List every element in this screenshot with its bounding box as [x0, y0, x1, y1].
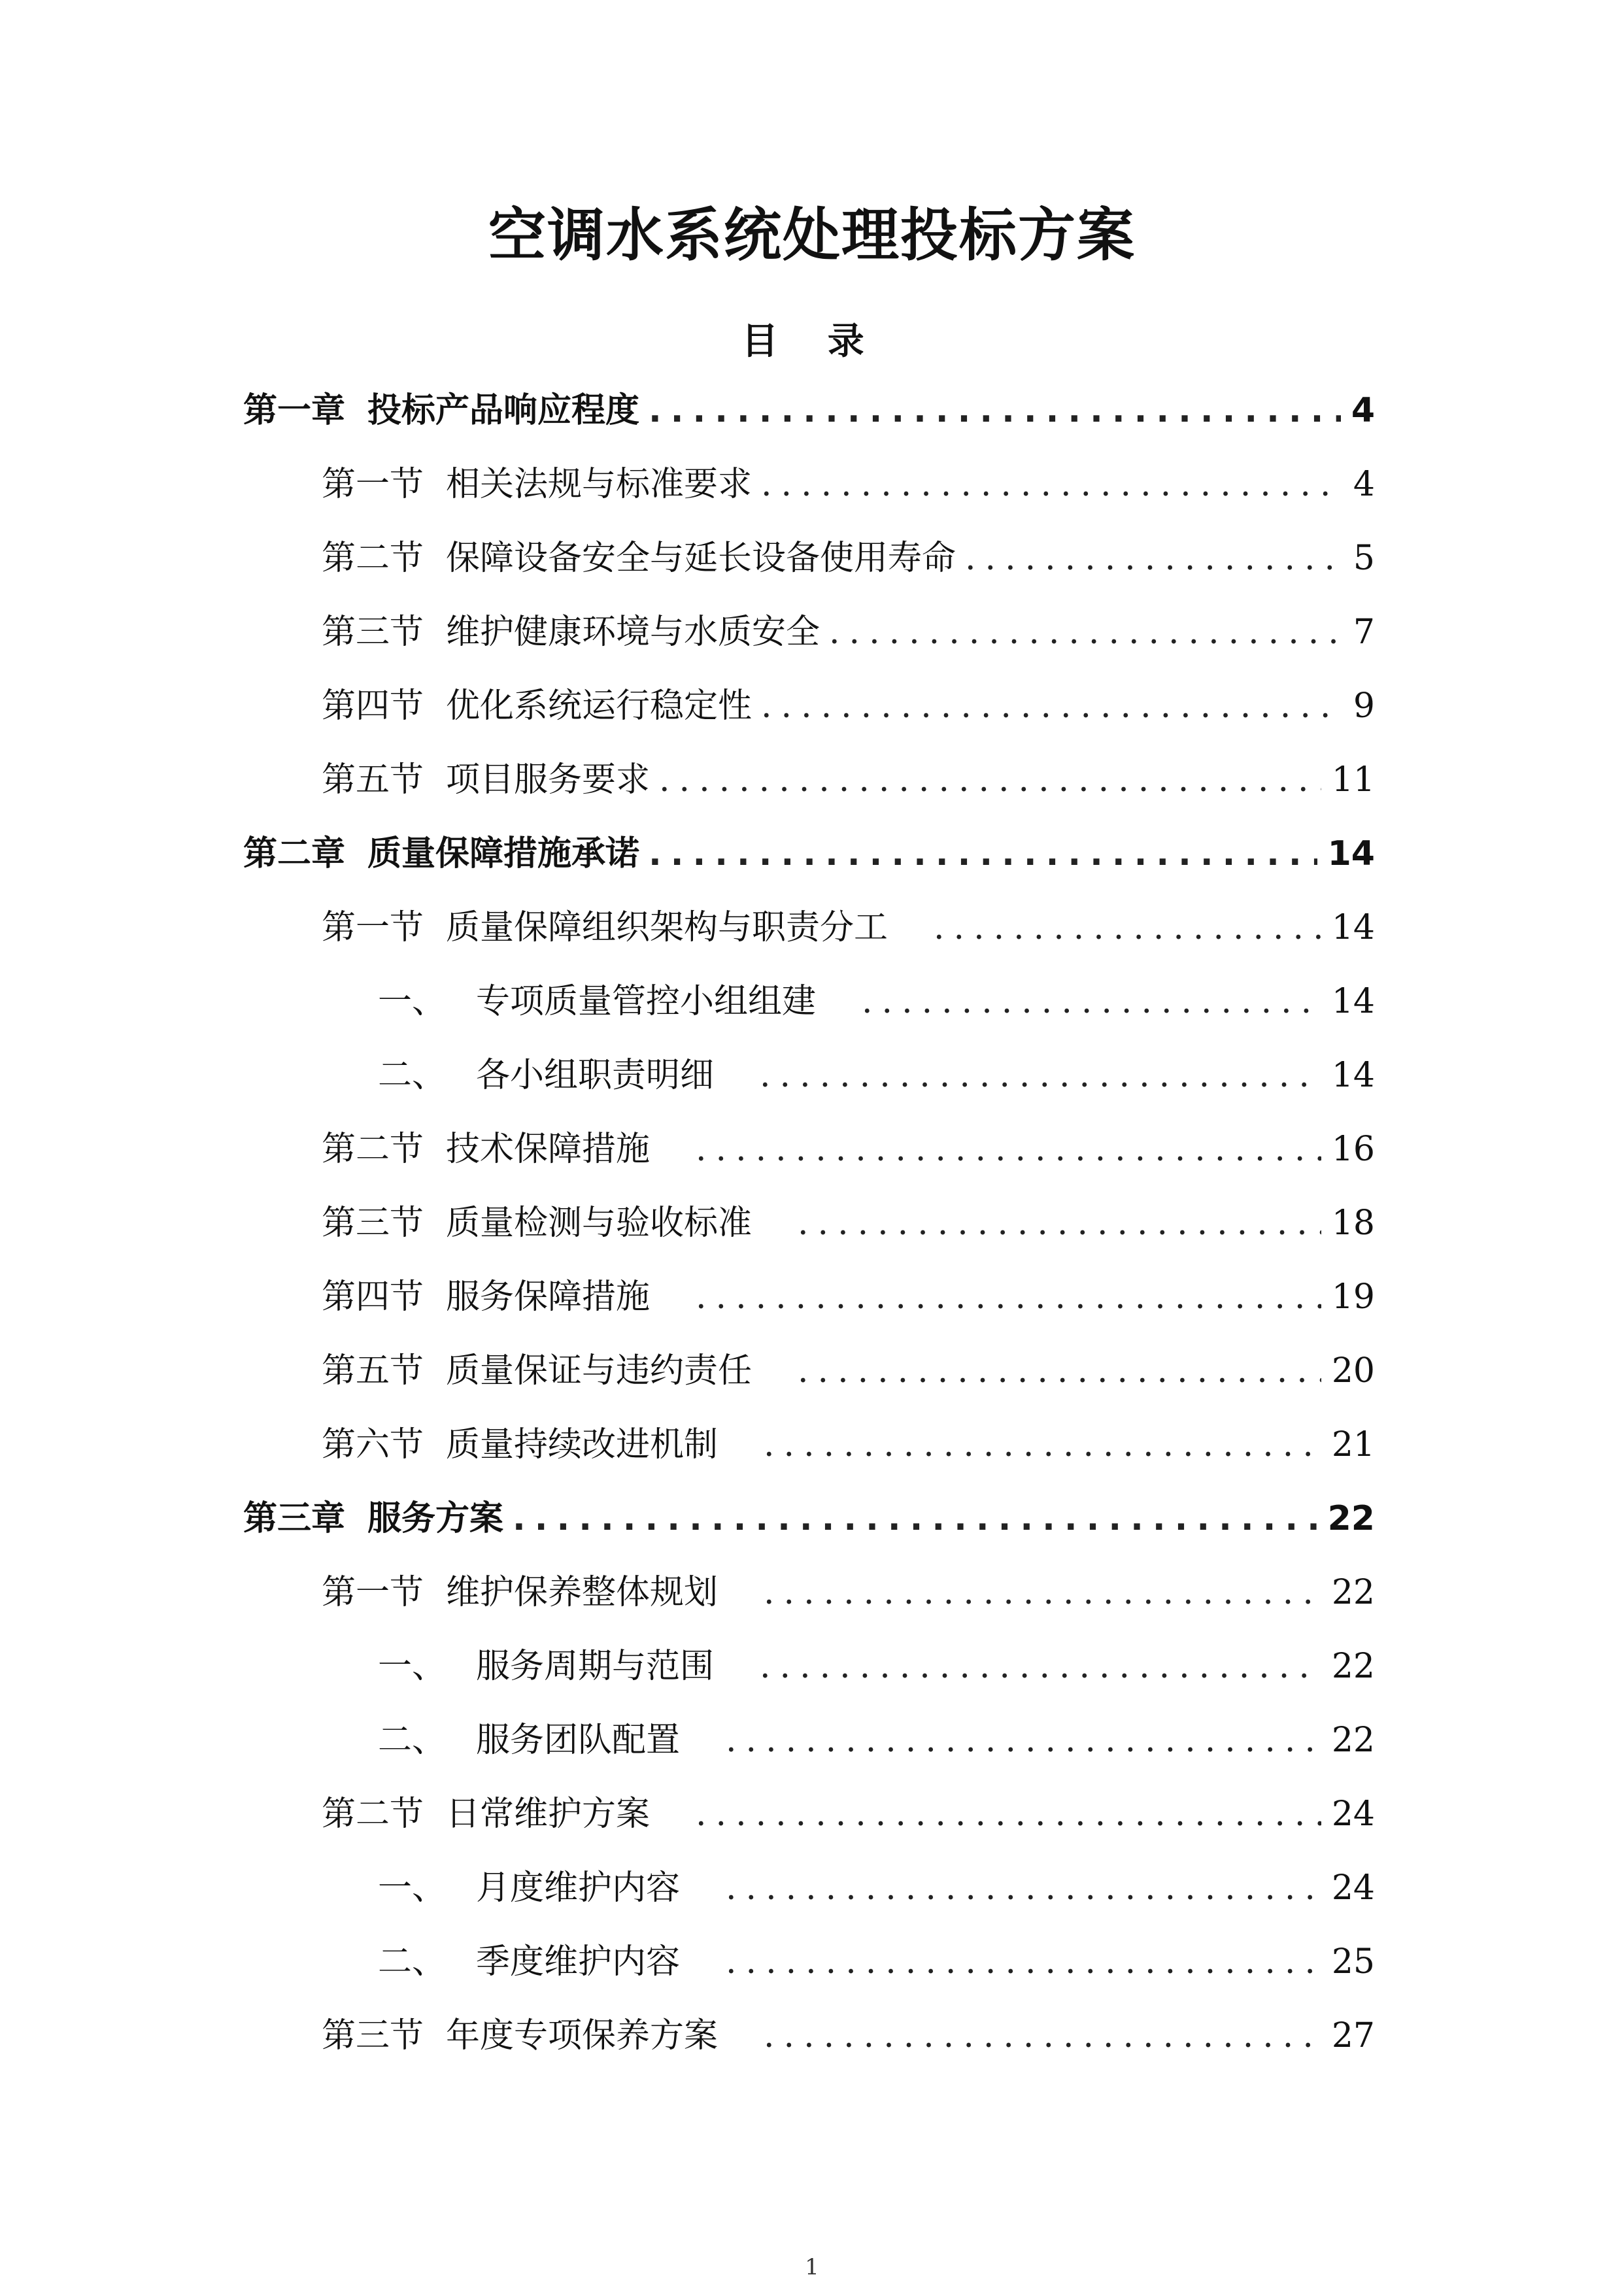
toc-page-number: 25 — [1331, 1942, 1375, 1982]
toc-entry-label: 第一节 相关法规与标准要求 — [322, 465, 753, 504]
toc-entry-section[interactable] — [322, 902, 1375, 954]
toc-entry-label: 一、 月度维护内容 — [378, 1868, 681, 1908]
toc-entry-subsection[interactable] — [378, 975, 1375, 1028]
toc-entry-chapter-1[interactable] — [243, 384, 1375, 437]
toc-page-number: 7 — [1353, 613, 1375, 652]
toc-entry-label: 第四节 优化系统运行稳定性 — [322, 686, 753, 726]
toc-entry-label: 一、 服务周期与范围 — [378, 1647, 715, 1686]
toc-entry-section[interactable] — [322, 754, 1375, 806]
toc-entry-section[interactable] — [322, 606, 1375, 658]
dot-leader — [726, 1714, 1321, 1766]
dot-leader — [965, 532, 1343, 584]
toc-entry-label: 一、 专项质量管控小组组建 — [378, 982, 817, 1021]
toc-entry-subsection[interactable] — [378, 1640, 1375, 1693]
toc-page-number: 24 — [1331, 1795, 1375, 1834]
toc-entry-label: 第二节 保障设备安全与延长设备使用寿命 — [322, 539, 956, 578]
page-number-footer: 1 — [805, 2254, 819, 2280]
toc-page-number: 4 — [1351, 391, 1375, 430]
toc-entry-label: 第二章 质量保障措施承诺 — [243, 834, 640, 873]
toc-entry-label: 第五节 质量保证与违约责任 — [322, 1351, 753, 1391]
toc-page-number: 24 — [1331, 1868, 1375, 1908]
toc-page-number: 9 — [1353, 686, 1375, 726]
toc-entry-section[interactable] — [322, 458, 1375, 511]
toc-entry-chapter-2[interactable] — [243, 828, 1375, 880]
toc-entry-label: 第三节 维护健康环境与水质安全 — [322, 613, 820, 652]
toc-page-number: 18 — [1331, 1204, 1375, 1243]
dot-leader — [798, 1197, 1321, 1249]
document-title: 空调水系统处理投标方案 — [488, 201, 1136, 269]
dot-leader — [726, 1936, 1321, 1988]
toc-entry-label: 第四节 服务保障措施 — [322, 1277, 651, 1317]
toc-entry-section[interactable] — [322, 1271, 1375, 1323]
toc-entry-section[interactable] — [322, 1123, 1375, 1175]
toc-entry-label: 第三节 质量检测与验收标准 — [322, 1204, 753, 1243]
toc-entry-section[interactable] — [322, 1566, 1375, 1619]
dot-leader — [829, 606, 1343, 658]
toc-entry-label: 二、 季度维护内容 — [378, 1942, 681, 1982]
dot-leader — [726, 1862, 1321, 1914]
toc-entry-label: 第六节 质量持续改进机制 — [322, 1425, 719, 1464]
toc-entry-label: 第三节 年度专项保养方案 — [322, 2016, 719, 2055]
toc-page-number: 22 — [1331, 1721, 1375, 1760]
toc-entry-subsection[interactable] — [378, 1049, 1375, 1102]
toc-entry-label: 二、 服务团队配置 — [378, 1721, 681, 1760]
toc-entry-label: 第二节 日常维护方案 — [322, 1795, 651, 1834]
toc-page-number: 27 — [1331, 2016, 1375, 2055]
toc-entry-section[interactable] — [322, 1197, 1375, 1249]
dot-leader — [761, 680, 1343, 732]
toc-page-number: 22 — [1331, 1647, 1375, 1686]
toc-page-number: 14 — [1327, 834, 1375, 873]
toc-entry-label: 第二节 技术保障措施 — [322, 1130, 651, 1169]
toc-page-number: 22 — [1327, 1499, 1375, 1538]
toc-entry-section[interactable] — [322, 1419, 1375, 1471]
toc-page-number: 4 — [1353, 465, 1375, 504]
toc-entry-label: 二、 各小组职责明细 — [378, 1056, 715, 1095]
dot-leader — [659, 754, 1321, 806]
toc-entry-subsection[interactable] — [378, 1936, 1375, 1988]
dot-leader — [862, 975, 1321, 1028]
toc-page-number: 19 — [1331, 1277, 1375, 1317]
toc-entry-label: 第一章 投标产品响应程度 — [243, 391, 640, 430]
dot-leader — [696, 1123, 1321, 1175]
toc-page-number: 21 — [1331, 1425, 1375, 1464]
toc-page-number: 20 — [1331, 1351, 1375, 1391]
toc-heading: 目 录 — [741, 320, 883, 363]
dot-leader — [934, 902, 1321, 954]
dot-leader — [513, 1493, 1317, 1545]
toc-entry-label: 第一节 质量保障组织架构与职责分工 — [322, 908, 888, 947]
dot-leader — [760, 1640, 1321, 1693]
toc-page-number: 14 — [1331, 908, 1375, 947]
toc-entry-section[interactable] — [322, 1345, 1375, 1397]
toc-entry-label: 第五节 项目服务要求 — [322, 760, 651, 800]
dot-leader — [764, 1419, 1321, 1471]
toc-entry-section[interactable] — [322, 680, 1375, 732]
toc-page-number: 22 — [1331, 1573, 1375, 1612]
dot-leader — [649, 384, 1341, 437]
dot-leader — [696, 1788, 1321, 1840]
toc-entry-subsection[interactable] — [378, 1714, 1375, 1766]
toc-page-number: 11 — [1331, 760, 1375, 800]
toc-page-number: 5 — [1353, 539, 1375, 578]
dot-leader — [764, 1566, 1321, 1619]
toc-entry-label: 第一节 维护保养整体规划 — [322, 1573, 719, 1612]
dot-leader — [798, 1345, 1321, 1397]
dot-leader — [764, 2010, 1321, 2062]
toc-page-number: 14 — [1331, 1056, 1375, 1095]
dot-leader — [761, 458, 1343, 511]
toc-page-number: 16 — [1331, 1130, 1375, 1169]
toc-entry-section[interactable] — [322, 1788, 1375, 1840]
toc-entry-section[interactable] — [322, 532, 1375, 584]
toc-page-number: 14 — [1331, 982, 1375, 1021]
toc-entry-label: 第三章 服务方案 — [243, 1499, 504, 1538]
toc-entry-chapter-3[interactable] — [243, 1493, 1375, 1545]
toc-entry-subsection[interactable] — [378, 1862, 1375, 1914]
dot-leader — [696, 1271, 1321, 1323]
toc-entry-section[interactable] — [322, 2010, 1375, 2062]
dot-leader — [760, 1049, 1321, 1102]
dot-leader — [649, 828, 1317, 880]
